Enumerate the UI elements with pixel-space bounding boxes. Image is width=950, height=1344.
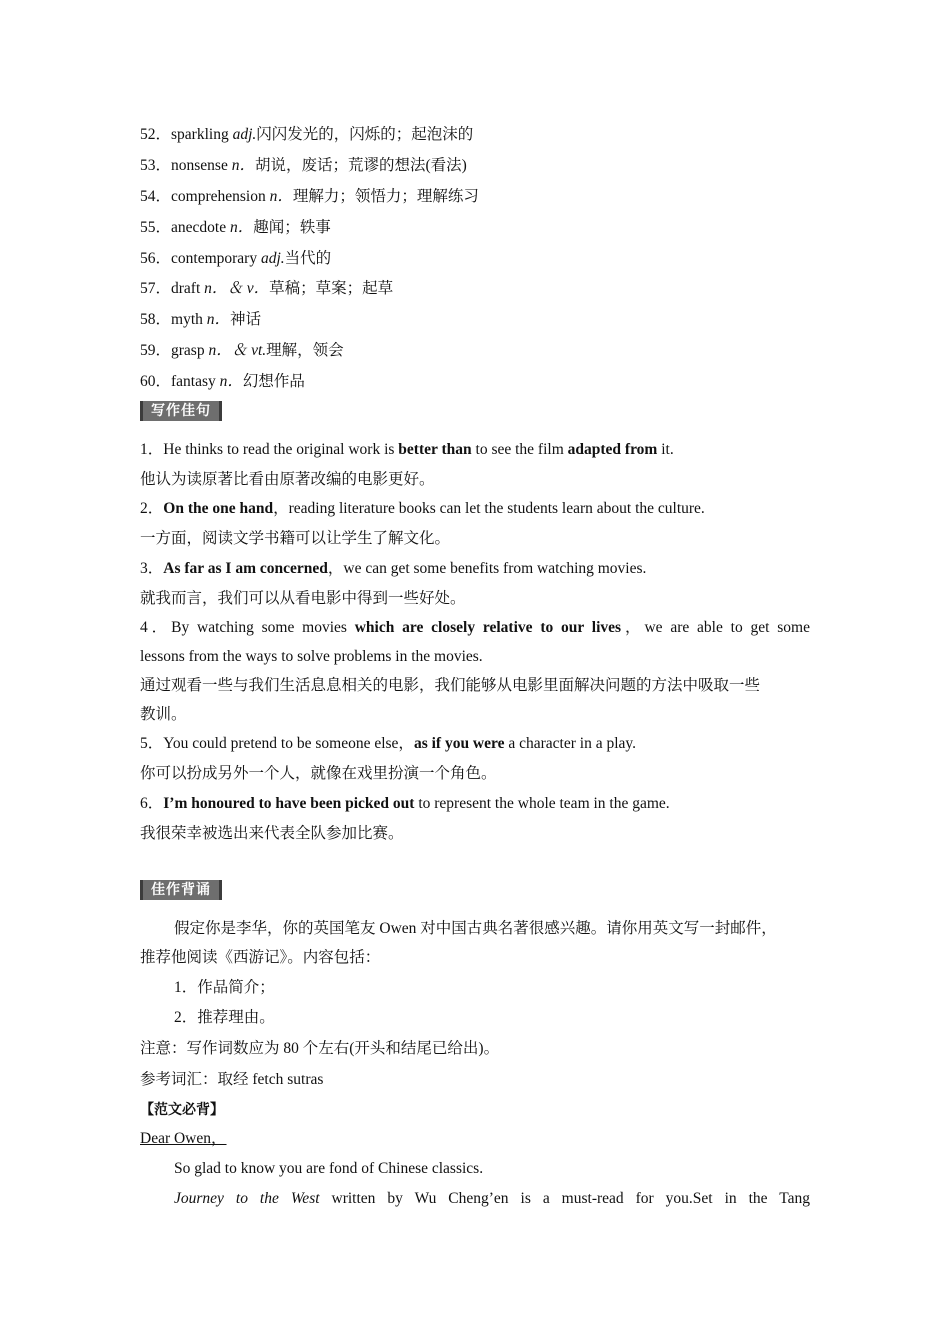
sentence-1-translation: 他认为读原著比看由原著改编的电影更好。 <box>140 471 435 488</box>
vocab-word: sparkling <box>171 126 233 143</box>
letter-line-1: So glad to know you are fond of Chinese classics. <box>174 1160 484 1177</box>
vocab-word: fantasy <box>171 373 220 390</box>
sentence-4 <box>140 618 810 638</box>
sentence-3 <box>140 559 646 579</box>
vocab-item <box>140 249 331 269</box>
key-phrase: I’m honoured to have been picked out <box>163 795 415 812</box>
vocab-meaning: 闪闪发光的，闪烁的；起泡沫的 <box>256 126 474 143</box>
item-number: 56． <box>140 250 172 267</box>
part-of-speech: adj. <box>260 250 285 267</box>
sentence-text: 3． <box>140 560 164 577</box>
vocab-meaning: 理解，领会 <box>266 342 344 359</box>
section-heading-good-sentences: 写作佳句 <box>140 401 222 421</box>
vocab-item <box>140 218 331 238</box>
vocab-meaning: 幻想作品 <box>242 373 305 390</box>
sentence-2-translation: 一方面，阅读文学书籍可以让学生了解文化。 <box>140 530 451 547</box>
part-of-speech: n． <box>219 373 243 390</box>
key-phrase: As far as I am concerned <box>163 560 328 577</box>
vocab-word: grasp <box>171 342 209 359</box>
part-of-speech: n． <box>231 157 255 174</box>
part-of-speech: n． <box>229 219 254 236</box>
sentence-2 <box>140 499 705 519</box>
sentence-5-translation: 你可以扮成另外一个人，就像在戏里扮演一个角色。 <box>140 765 497 782</box>
book-title: Journey to the West <box>174 1190 320 1207</box>
vocab-word: comprehension <box>171 188 270 205</box>
sentence-4-continued: lessons from the ways to solve problems in the movies. <box>140 648 483 665</box>
vocab-word: draft <box>171 280 205 297</box>
sentence-6-translation: 我很荣幸被选出来代表全队参加比赛。 <box>140 825 404 842</box>
vocab-word: myth <box>171 311 207 328</box>
sentence-text: 1．He thinks to read the original work is <box>140 441 399 458</box>
key-phrase: On the one hand <box>163 500 274 517</box>
vocab-word: contemporary <box>171 250 261 267</box>
key-phrase: better than <box>398 441 472 458</box>
key-phrase: as if you were <box>413 735 505 752</box>
vocab-meaning: 理解力；领悟力；理解练习 <box>292 188 479 205</box>
part-of-speech: n．＆ v． <box>204 280 270 297</box>
letter-line-2 <box>174 1189 810 1209</box>
part-of-speech: n．＆ vt. <box>208 342 267 359</box>
vocab-meaning: 神话 <box>230 311 262 328</box>
sentence-6 <box>140 794 670 814</box>
section-heading-model-essay: 佳作背诵 <box>140 880 222 900</box>
sentence-1 <box>140 440 674 460</box>
vocab-item <box>140 187 479 207</box>
vocab-item <box>140 279 393 299</box>
item-number: 60． <box>140 373 172 390</box>
sentence-text: 5．You could pretend to be someone else， <box>140 735 414 752</box>
item-number: 55． <box>140 219 172 236</box>
sentence-text: 2． <box>140 500 164 517</box>
part-of-speech: adj. <box>232 126 257 143</box>
letter-text: written by Wu Cheng’en is a must-read for you.Set in the Tang <box>319 1190 810 1207</box>
part-of-speech: n． <box>206 311 231 328</box>
task-item-2: 2．推荐理由。 <box>174 1009 275 1026</box>
sentence-text: ，reading literature books can let the students learn about the culture. <box>273 500 705 517</box>
sentence-4-translation: 通过观看一些与我们生活息息相关的电影，我们能够从电影里面解决问题的方法中吸取一些 <box>140 677 761 694</box>
item-number: 57． <box>140 280 172 297</box>
item-number: 52． <box>140 126 172 143</box>
item-number: 59． <box>140 342 172 359</box>
sentence-text: 4．By watching some movies <box>140 619 355 636</box>
vocab-item <box>140 372 305 392</box>
vocab-word: nonsense <box>171 157 232 174</box>
vocab-item <box>140 125 473 145</box>
sentence-text: a character in a play. <box>504 735 637 752</box>
letter-greeting: Dear Owen， <box>140 1130 227 1147</box>
key-phrase: which are closely relative to our lives <box>354 619 622 636</box>
item-number: 58． <box>140 311 172 328</box>
task-paragraph: 假定你是李华，你的英国笔友 Owen 对中国古典名著很感兴趣。请你用英文写一封邮件， <box>174 920 777 937</box>
sentence-4-translation-continued: 教训。 <box>140 706 187 723</box>
sentence-text: 6． <box>140 795 164 812</box>
vocab-meaning: 胡说，废话；荒谬的想法(看法) <box>254 157 467 174</box>
vocab-item <box>140 310 261 330</box>
model-essay-label: 【范文必背】 <box>140 1102 224 1118</box>
vocab-meaning: 当代的 <box>284 250 332 267</box>
task-item-1: 1．作品简介； <box>174 979 275 996</box>
sentence-text: ，we can get some benefits from watching movies. <box>327 560 647 577</box>
item-number: 53． <box>140 157 172 174</box>
sentence-text: to represent the whole team in the game. <box>414 795 670 812</box>
vocab-meaning: 趣闻；轶事 <box>253 219 331 236</box>
vocab-word: anecdote <box>171 219 230 236</box>
sentence-text: it. <box>657 441 674 458</box>
sentence-5 <box>140 734 636 754</box>
vocab-meaning: 草稿；草案；起草 <box>269 280 394 297</box>
item-number: 54． <box>140 188 172 205</box>
vocab-item <box>140 341 344 361</box>
task-paragraph-continued: 推荐他阅读《西游记》。内容包括： <box>140 949 381 966</box>
sentence-text: ，we are able to get some <box>621 619 810 636</box>
task-reference-vocab: 参考词汇：取经 fetch sutras <box>140 1071 324 1088</box>
part-of-speech: n． <box>269 188 293 205</box>
key-phrase: adapted from <box>567 441 658 458</box>
vocab-item <box>140 156 467 176</box>
sentence-3-translation: 就我而言，我们可以从看电影中得到一些好处。 <box>140 590 466 607</box>
task-note: 注意：写作词数应为 80 个左右(开头和结尾已给出)。 <box>140 1040 500 1057</box>
sentence-text: to see the film <box>471 441 568 458</box>
